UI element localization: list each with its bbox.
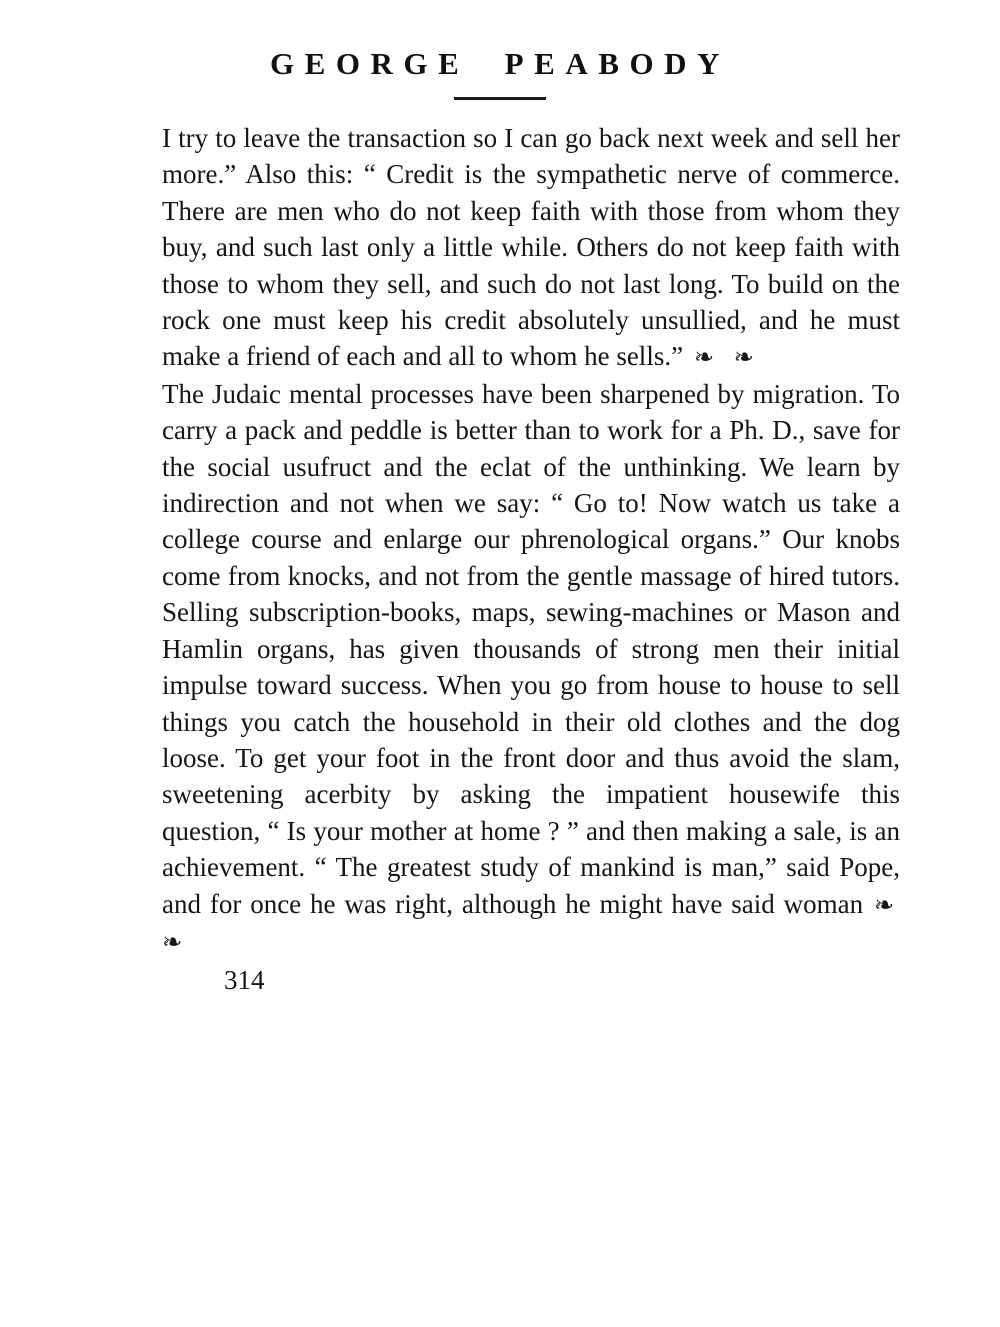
paragraph-1-text: I try to leave the transaction so I can go back next week and sell her more.” Also this: “ Credit is the sympathetic nerve of commerce. There are men who do not keep faith with those from whom they buy, and such last only a little while. Others do not keep faith with those to whom they sell, and such do not last long. To build on the rock one must keep his credit absolutely unsullied, and he must make a friend of each and all to whom he sells.” bbox=[162, 123, 900, 372]
fleuron-icon: ❧ ❧ bbox=[162, 890, 900, 956]
paragraph-2 bbox=[162, 376, 900, 961]
page-number: 314 bbox=[224, 965, 265, 996]
page-title: GEORGE PEABODY bbox=[269, 46, 730, 81]
title-divider bbox=[454, 97, 546, 100]
paragraph-2-text: The Judaic mental processes have been sharpened by migration. To carry a pack and peddle is better than to work for a Ph. D., save for the social usufruct and the eclat of the unthinking. We learn by indirection and not when we say: “ Go to! Now watch us take a college course and enlarge our phrenological organs.” Our knobs come from knocks, and not from the gentle massage of hired tutors. Selling subscription-books, maps, sewing-machines or Mason and Hamlin organs, has given thousands of strong men their initial impulse toward success. When you go from house to house to sell things you catch the household in their old clothes and the dog loose. To get your foot in the front door and thus avoid the slam, sweetening acerbity by asking the impatient housewife this question, “ Is your mother at home ? ” and then making a sale, is an achievement. “ The greatest study of mankind is man,” said Pope, and for once he was right, although he might have said woman bbox=[162, 378, 900, 919]
fleuron-icon: ❧ ❧ bbox=[693, 343, 760, 372]
body-text bbox=[162, 120, 900, 960]
paragraph-1 bbox=[162, 120, 900, 376]
